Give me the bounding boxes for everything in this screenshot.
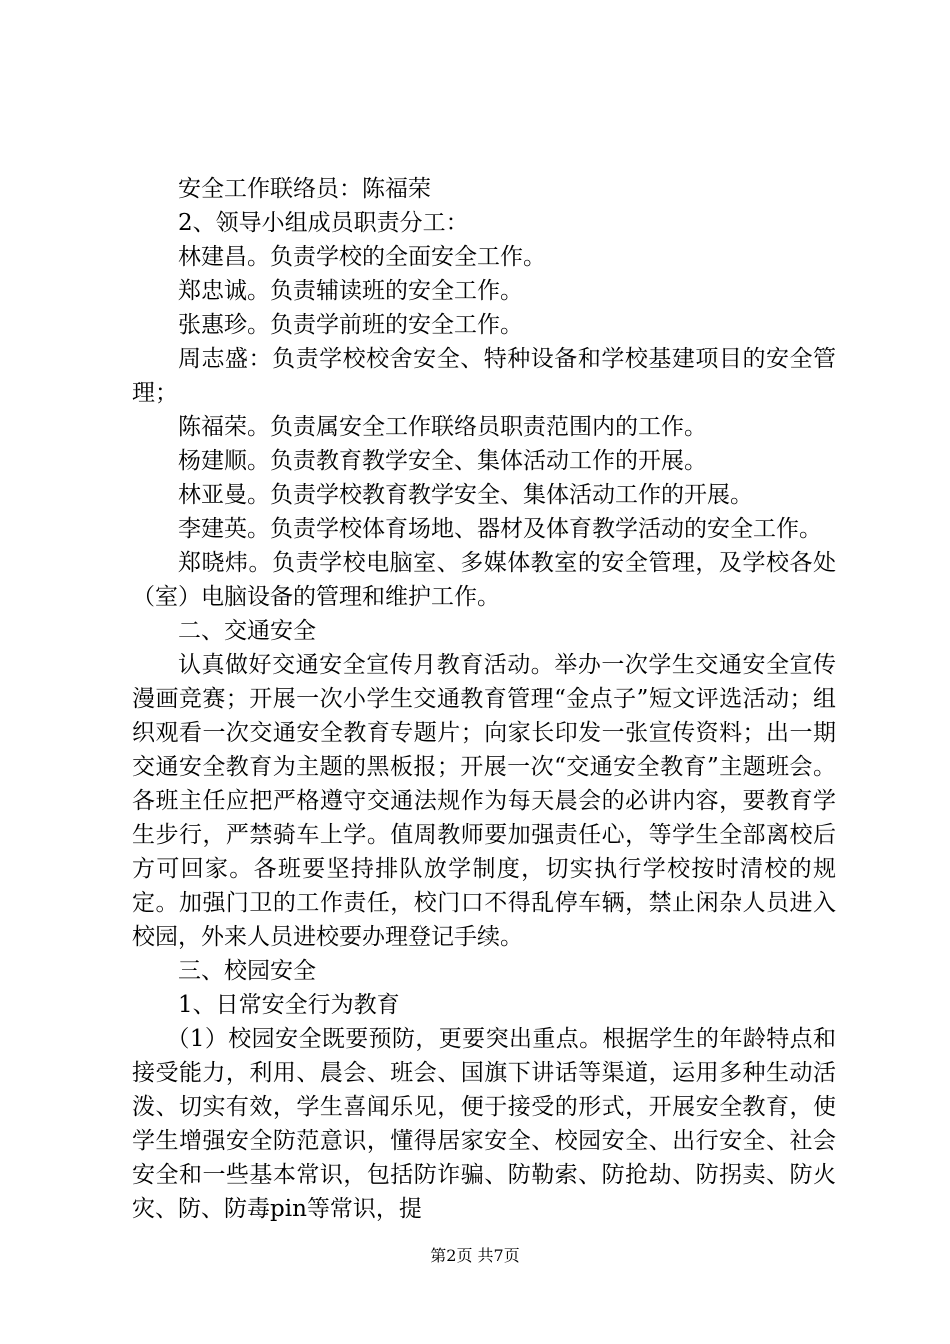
paragraph-duty-li-jianying: 李建英。负责学校体育场地、器材及体育教学活动的安全工作。 [178,516,822,542]
paragraph-liaison: 安全工作联络员：陈福荣 [178,176,431,202]
subheading-daily-safety: 1、日常安全行为教育 [178,992,400,1018]
paragraph-duty-chen-furong: 陈福荣。负责属安全工作联络员职责范围内的工作。 [178,414,707,440]
paragraph-campus-safety-1: （1）校园安全既要预防，更要突出重点。根据学生的年龄特点和接受能力，利用、晨会、班会、国旗下讲话等渠道，运用多种生动活泼、切实有效，学生喜闻乐见，便于接受的形式，开展安全教育，使学生增强安全防范意识，懂得居家安全、校园安全、出行安全、社会安全和一些基本常识，包括防诈骗、防勒索、防抢劫、防拐卖、防火灾、防、防毒pin等常识，提 [132,1026,836,1222]
paragraph-traffic-safety: 认真做好交通安全宣传月教育活动。举办一次学生交通安全宣传漫画竞赛；开展一次小学生交通教育管理“金点子”短文评选活动；组织观看一次交通安全教育专题片；向家长印发一张宣传资料；出一期交通安全教育为主题的黑板报；开展一次“交通安全教育”主题班会。各班主任应把严格遵守交通法规作为每天晨会的必讲内容，要教育学生步行，严禁骑车上学。值周教师要加强责任心，等学生全部离校后方可回家。各班要坚持排队放学制度，切实执行学校按时清校的规定。加强门卫的工作责任，校门口不得乱停车辆，禁止闲杂人员进入校园，外来人员进校要办理登记手续。 [132,652,836,950]
paragraph-duty-lin-jianchang: 林建昌。负责学校的全面安全工作。 [178,244,546,270]
paragraph-duty-zhang-huizhen: 张惠珍。负责学前班的安全工作。 [178,312,523,338]
paragraph-duties-heading: 2、领导小组成员职责分工： [178,210,469,236]
section-heading-traffic-safety: 二、交通安全 [178,618,316,644]
paragraph-duty-lin-yaman: 林亚曼。负责学校教育教学安全、集体活动工作的开展。 [178,482,753,508]
paragraph-duty-yang-jianshun: 杨建顺。负责教育教学安全、集体活动工作的开展。 [178,448,707,474]
paragraph-duty-zhou-zhisheng: 周志盛：负责学校校舍安全、特种设备和学校基建项目的安全管理； [132,346,836,406]
document-body [132,172,836,1226]
page-footer: 第2页 共7页 [430,1246,520,1265]
paragraph-duty-zheng-xiaowei: 郑晓炜。负责学校电脑室、多媒体教室的安全管理，及学校各处（室）电脑设备的管理和维护工作。 [132,550,836,610]
paragraph-duty-zheng-zhongcheng: 郑忠诚。负责辅读班的安全工作。 [178,278,523,304]
section-heading-campus-safety: 三、校园安全 [178,958,316,984]
